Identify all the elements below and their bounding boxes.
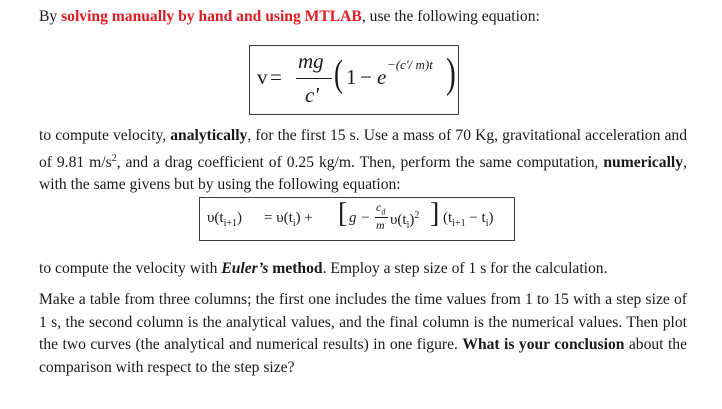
eq2-lhs-sub: i+1 (223, 218, 238, 229)
p2-text-1: to compute velocity, (39, 127, 171, 144)
eq2-frac-num (376, 200, 385, 216)
intro-prefix: By (39, 8, 62, 25)
eq2-lhs (207, 210, 242, 229)
euler-equation (199, 197, 515, 241)
intro-highlight: solving manually by hand and using MTLAB (61, 8, 362, 25)
p3-text-2: . Employ a step size of 1 s for the calculation. (322, 260, 608, 277)
eq2-bracket-open: [ (338, 198, 348, 229)
eq1-fraction-bar (296, 78, 332, 79)
eq2-eq-close: ) + (295, 210, 313, 226)
eq2-v-close: ) (409, 212, 415, 228)
eq1-open-paren: ( (334, 53, 343, 95)
eq1-equals: = (270, 65, 282, 89)
eq1-one: 1 (346, 65, 357, 89)
eq2-dt-close: ) (488, 210, 494, 226)
p2-text-4: , with the same givens but by using the following equation: (39, 153, 687, 194)
p2-superscript: 2 (111, 152, 117, 164)
eq2-dt (443, 210, 494, 229)
eq2-frac-num-text: c (376, 200, 382, 214)
p4-text-1: Make a table from three columns; the first one includes the time values from 1 to 15 with a step size of 1 s, the second column is the analytical values, and the final column is the numerical values. Then plot the two curves (the analytical and numerical results) in one figure. (39, 291, 687, 353)
p2-bold-numerically: numerically (603, 153, 684, 171)
eq2-frac-den: m (376, 218, 385, 232)
eq2-g: g − (349, 210, 371, 226)
eq2-bracket-close: ] (430, 198, 440, 229)
eq2-rhs-1 (264, 210, 313, 229)
eq1-lhs: v (257, 65, 268, 89)
eq2-v-sq: 2 (414, 210, 420, 221)
paragraph-velocity (39, 125, 687, 197)
eq2-frac-num-sub: d (381, 207, 386, 217)
eq2-dt-mid: − t (465, 210, 486, 226)
paragraph-table (39, 289, 687, 379)
eq2-dt-open: (t (443, 210, 453, 226)
eq2-v (390, 210, 419, 231)
eq2-dt-sub2: i (485, 218, 489, 229)
eq1-close-paren: ) (446, 51, 456, 97)
eq1-numerator: mg (298, 49, 324, 73)
eq2-v-text: υ(t (390, 212, 407, 228)
p4-text-2: about the comparison with respect to the step size? (39, 336, 687, 376)
intro-suffix: , use the following equation: (361, 8, 540, 25)
eq1-minus: − (360, 65, 372, 89)
eq2-v-sub: i (406, 220, 410, 231)
eq2-lhs-close: ) (237, 210, 243, 226)
p2-text-3: , and a drag coefficient of 0.25 kg/m. Then, perform the same computation, (116, 153, 604, 171)
intro-paragraph (39, 6, 687, 29)
p3-text-1: to compute the velocity with (39, 260, 222, 277)
eq2-dt-sub1: i+1 (452, 218, 466, 229)
p4-bold-conclusion: What is your conclusion (462, 336, 625, 353)
eq2-lhs-text: υ(t (207, 210, 224, 226)
analytical-equation (249, 45, 459, 115)
p2-bold-analytically: analytically (170, 127, 248, 144)
eq1-base: e (377, 65, 387, 89)
p2-text-2: , for the first 15 s. Use a mass of 70 Kg, gravitational acceleration and of 9.81 m/s (39, 127, 687, 171)
eq1-exponent: −(c'/ m)t (387, 57, 433, 72)
p3-bold-method: method (268, 260, 323, 277)
eq1-denominator: c' (305, 83, 319, 107)
p3-bold-italic-euler: Euler’s (221, 260, 269, 277)
eq2-eq-sub: i (292, 218, 296, 229)
paragraph-euler (39, 258, 687, 281)
eq2-eq-text: = υ(t (264, 210, 293, 226)
